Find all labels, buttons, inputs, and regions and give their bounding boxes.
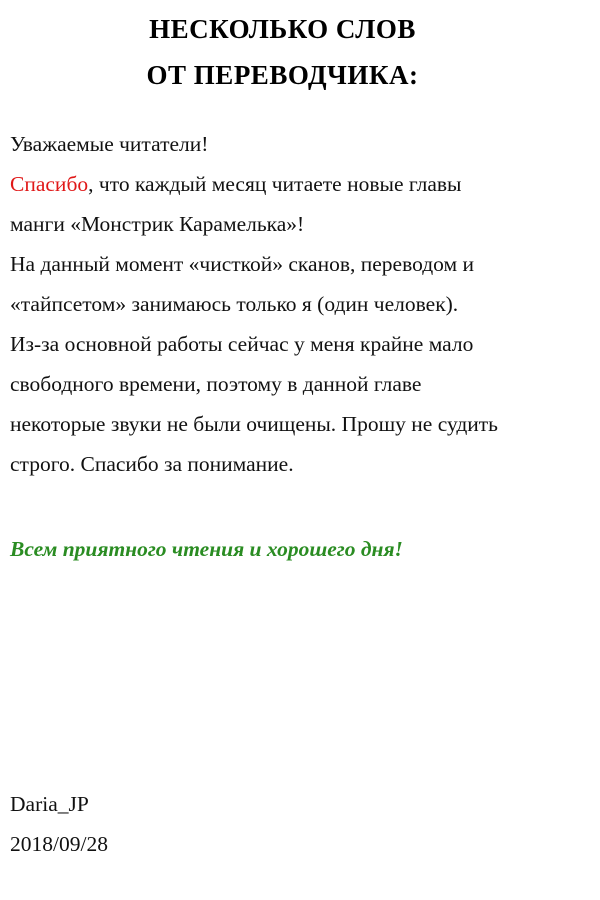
thanks-line-rest: , что каждый месяц читаете новые главы: [88, 172, 462, 196]
message-line-6: Из-за основной работы сейчас у меня крайне мало: [10, 332, 474, 356]
thanks-line: [10, 164, 595, 204]
message-line-8: некоторые звуки не были очищены. Прошу не судить: [10, 412, 498, 436]
message-line-9: строго. Спасибо за понимание.: [10, 452, 294, 476]
message-line-3: манги «Монстрик Карамелька»!: [10, 212, 305, 236]
message-line-4: На данный момент «чисткой» сканов, переводом и: [10, 252, 474, 276]
closing-wish: Всем приятного чтения и хорошего дня!: [10, 537, 403, 561]
greeting-line: Уважаемые читатели!: [10, 132, 209, 156]
translator-message: [10, 124, 595, 484]
message-line-7: свободного времени, поэтому в данной главе: [10, 372, 422, 396]
thanks-highlight: Спасибо: [10, 172, 89, 196]
page-title-line-2: ОТ ПЕРЕВОДЧИКА:: [146, 60, 419, 90]
signature-date: 2018/09/28: [10, 832, 108, 856]
message-line-5: «тайпсетом» занимаюсь только я (один человек).: [10, 292, 459, 316]
page-title-line-1: НЕСКОЛЬКО СЛОВ: [149, 14, 416, 44]
signature-author: Daria_JP: [10, 792, 89, 816]
